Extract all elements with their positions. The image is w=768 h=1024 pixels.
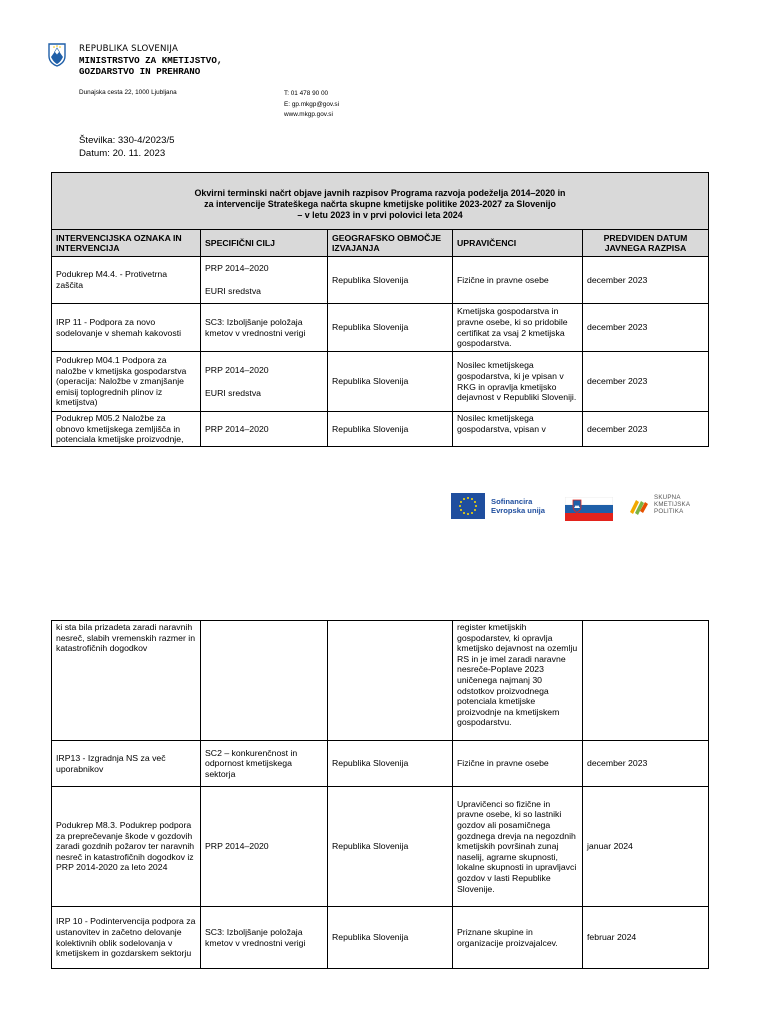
schedule-table-continued (51, 620, 709, 969)
cell-area: Republika Slovenija (328, 787, 453, 907)
table-row (52, 352, 709, 412)
cell-beneficiaries: Kmetijska gospodarstva in pravne osebe, ki so pridobile certifikat za vsaj 2 kmetijska gospodarstva. (453, 304, 583, 352)
table-row (52, 304, 709, 352)
cell-goal-line-b: EURI sredstva (205, 387, 262, 398)
cell-intervention: Podukrep M05.2 Naložbe za obnovo kmetijskega zemljišča in potenciala kmetijske proizvodnje, (52, 412, 201, 447)
ministry-name (79, 44, 222, 77)
cell-goal: SC3: Izboljšanje položaja kmetov v vrednostni verigi (201, 304, 328, 352)
cell-beneficiaries: register kmetijskih gospodarstev, ki opravlja kmetijsko dejavnost na ozemlju RS in je imel zaradi naravne nesreče-Poplave 2023 uničenega najmanj 30 odstotkov proizvodnega potenciala kmetijske proizvodnje na kmetijskem gospodarstvu. (453, 621, 583, 741)
cell-intervention: IRP 10 - Podintervencija podpora za ustanovitev in začetno delovanje kolektivnih oblik sodelovanja v kmetijskem in gozdarskem sektorju (52, 907, 201, 969)
cell-area: Republika Slovenija (328, 907, 453, 969)
table-title (52, 173, 709, 230)
ministry-line-2: MINISTRSTVO ZA KMETIJSTVO, (79, 55, 223, 66)
table-title-line-1: Okvirni terminski načrt objave javnih razpisov Programa razvoja podeželja 2014–2020 in (194, 188, 566, 198)
cell-date: januar 2024 (583, 787, 709, 907)
contact-block (284, 89, 339, 121)
table-row (52, 787, 709, 907)
cell-intervention: ki sta bila prizadeta zaradi naravnih nesreč, slabih vremenskih razmer in katastrofičnih dogodkov (52, 621, 201, 741)
header-goal: SPECIFIČNI CILJ (201, 230, 328, 257)
web: www.mkgp.gov.si (284, 111, 333, 118)
cell-area: Republika Slovenija (328, 257, 453, 304)
cell-intervention: Podukrep M8.3. Podukrep podpora za preprečevanje škode v gozdovih zaradi gozdnih požarov ter naravnih nesreč in katastrofičnih dogodkov iz PRP 2014-2020 za leto 2024 (52, 787, 201, 907)
table-row (52, 907, 709, 969)
cell-goal (201, 621, 328, 741)
schedule-table (51, 172, 709, 447)
slovenia-flag-icon (565, 497, 613, 521)
cap-text-line-2: KMETIJSKA (654, 501, 691, 508)
cell-goal (201, 257, 328, 304)
table-row (52, 741, 709, 787)
email: E: gp.mkgp@gov.si (284, 100, 340, 108)
cell-goal (201, 352, 328, 412)
cell-date: december 2023 (583, 352, 709, 412)
cap-text-line-3: POLITIKA (654, 508, 684, 515)
cell-beneficiaries: Fizične in pravne osebe (453, 257, 583, 304)
common-agricultural-policy-logo (628, 494, 708, 530)
eu-text-line-1: Sofinancira (491, 497, 533, 506)
ministry-line-1: REPUBLIKA SLOVENIJA (79, 44, 179, 54)
document-meta (79, 135, 174, 160)
cell-intervention: IRP 11 - Podpora za novo sodelovanje v shemah kakovosti (52, 304, 201, 352)
cell-beneficiaries: Fizične in pravne osebe (453, 741, 583, 787)
cell-goal: SC2 – konkurenčnost in odpornost kmetijskega sektorja (201, 741, 328, 787)
cell-area (328, 621, 453, 741)
cell-date: december 2023 (583, 257, 709, 304)
cell-intervention: Podukrep M04.1 Podpora za naložbe v kmetijska gospodarstva (operacija: Naložbe v zmanjšanje emisij toplogrednih plinov iz kmetijstva) (52, 352, 201, 412)
cell-intervention: IRP13 - Izgradnja NS za več uporabnikov (52, 741, 201, 787)
cell-area: Republika Slovenija (328, 741, 453, 787)
cell-goal: PRP 2014–2020 (201, 412, 328, 447)
eu-flag-icon (451, 493, 485, 519)
table-row (52, 257, 709, 304)
ministry-line-3: GOZDARSTVO IN PREHRANO (79, 66, 201, 77)
table-header-row (52, 230, 709, 257)
cell-date: februar 2024 (583, 907, 709, 969)
document-number: Številka: 330-4/2023/5 (79, 135, 175, 146)
cap-text-line-1: SKUPNA (654, 494, 681, 501)
address: Dunajska cesta 22, 1000 Ljubljana (79, 89, 177, 96)
cell-date (583, 621, 709, 741)
cell-goal-line-b: EURI sredstva (205, 286, 262, 296)
cap-emblem-icon (628, 496, 650, 516)
cell-beneficiaries: Nosilec kmetijskega gospodarstva, vpisan v (453, 412, 583, 447)
cell-goal: PRP 2014–2020 (201, 787, 328, 907)
eu-cofinanced-logo (451, 493, 551, 521)
cell-date: december 2023 (583, 741, 709, 787)
phone: T: 01 478 90 00 (284, 90, 329, 97)
header-intervention: INTERVENCIJSKA OZNAKA IN INTERVENCIJA (52, 230, 201, 257)
eu-text (491, 497, 545, 515)
header-area: GEOGRAFSKO OBMOČJE IZVAJANJA (328, 230, 453, 257)
header-beneficiaries: UPRAVIČENCI (453, 230, 583, 257)
cell-goal-line-a: PRP 2014–2020 (205, 263, 269, 274)
header-date: PREDVIDEN DATUM JAVNEGA RAZPISA (583, 230, 709, 257)
table-title-line-2: za intervencije Strateškega načrta skupne kmetijske politike 2023-2027 za Slovenijo (204, 199, 556, 209)
cell-beneficiaries: Upravičenci so fizične in pravne osebe, ki so lastniki gozdov ali posamičnega gozdnega drevja na negozdnih kmetijskih površinah zunaj naselij, agrarne skupnosti, lokalne skupnosti in upravljavci gozdov v lasti Republike Slovenije. (453, 787, 583, 907)
cell-goal: SC3: Izboljšanje položaja kmetov v vrednostni verigi (201, 907, 328, 969)
table-title-line-3: – v letu 2023 in v prvi polovici leta 2024 (297, 210, 463, 220)
cell-date: december 2023 (583, 412, 709, 447)
cell-area: Republika Slovenija (328, 412, 453, 447)
cell-area: Republika Slovenija (328, 304, 453, 352)
cell-beneficiaries: Priznane skupine in organizacije proizvajalcev. (453, 907, 583, 969)
table-row (52, 412, 709, 447)
slovenia-coat-of-arms-icon (48, 43, 66, 67)
document-date: Datum: 20. 11. 2023 (79, 147, 166, 159)
cap-text (654, 494, 690, 515)
table-row (52, 621, 709, 741)
cell-beneficiaries: Nosilec kmetijskega gospodarstva, ki je vpisan v RKG in opravlja kmetijsko dejavnost v Republiki Sloveniji. (453, 352, 583, 412)
cell-date: december 2023 (583, 304, 709, 352)
cell-area: Republika Slovenija (328, 352, 453, 412)
cell-goal-line-a: PRP 2014–2020 (205, 364, 269, 375)
eu-text-line-2: Evropska unija (491, 506, 546, 515)
cell-intervention: Podukrep M4.4. - Protivetrna zaščita (52, 257, 201, 304)
